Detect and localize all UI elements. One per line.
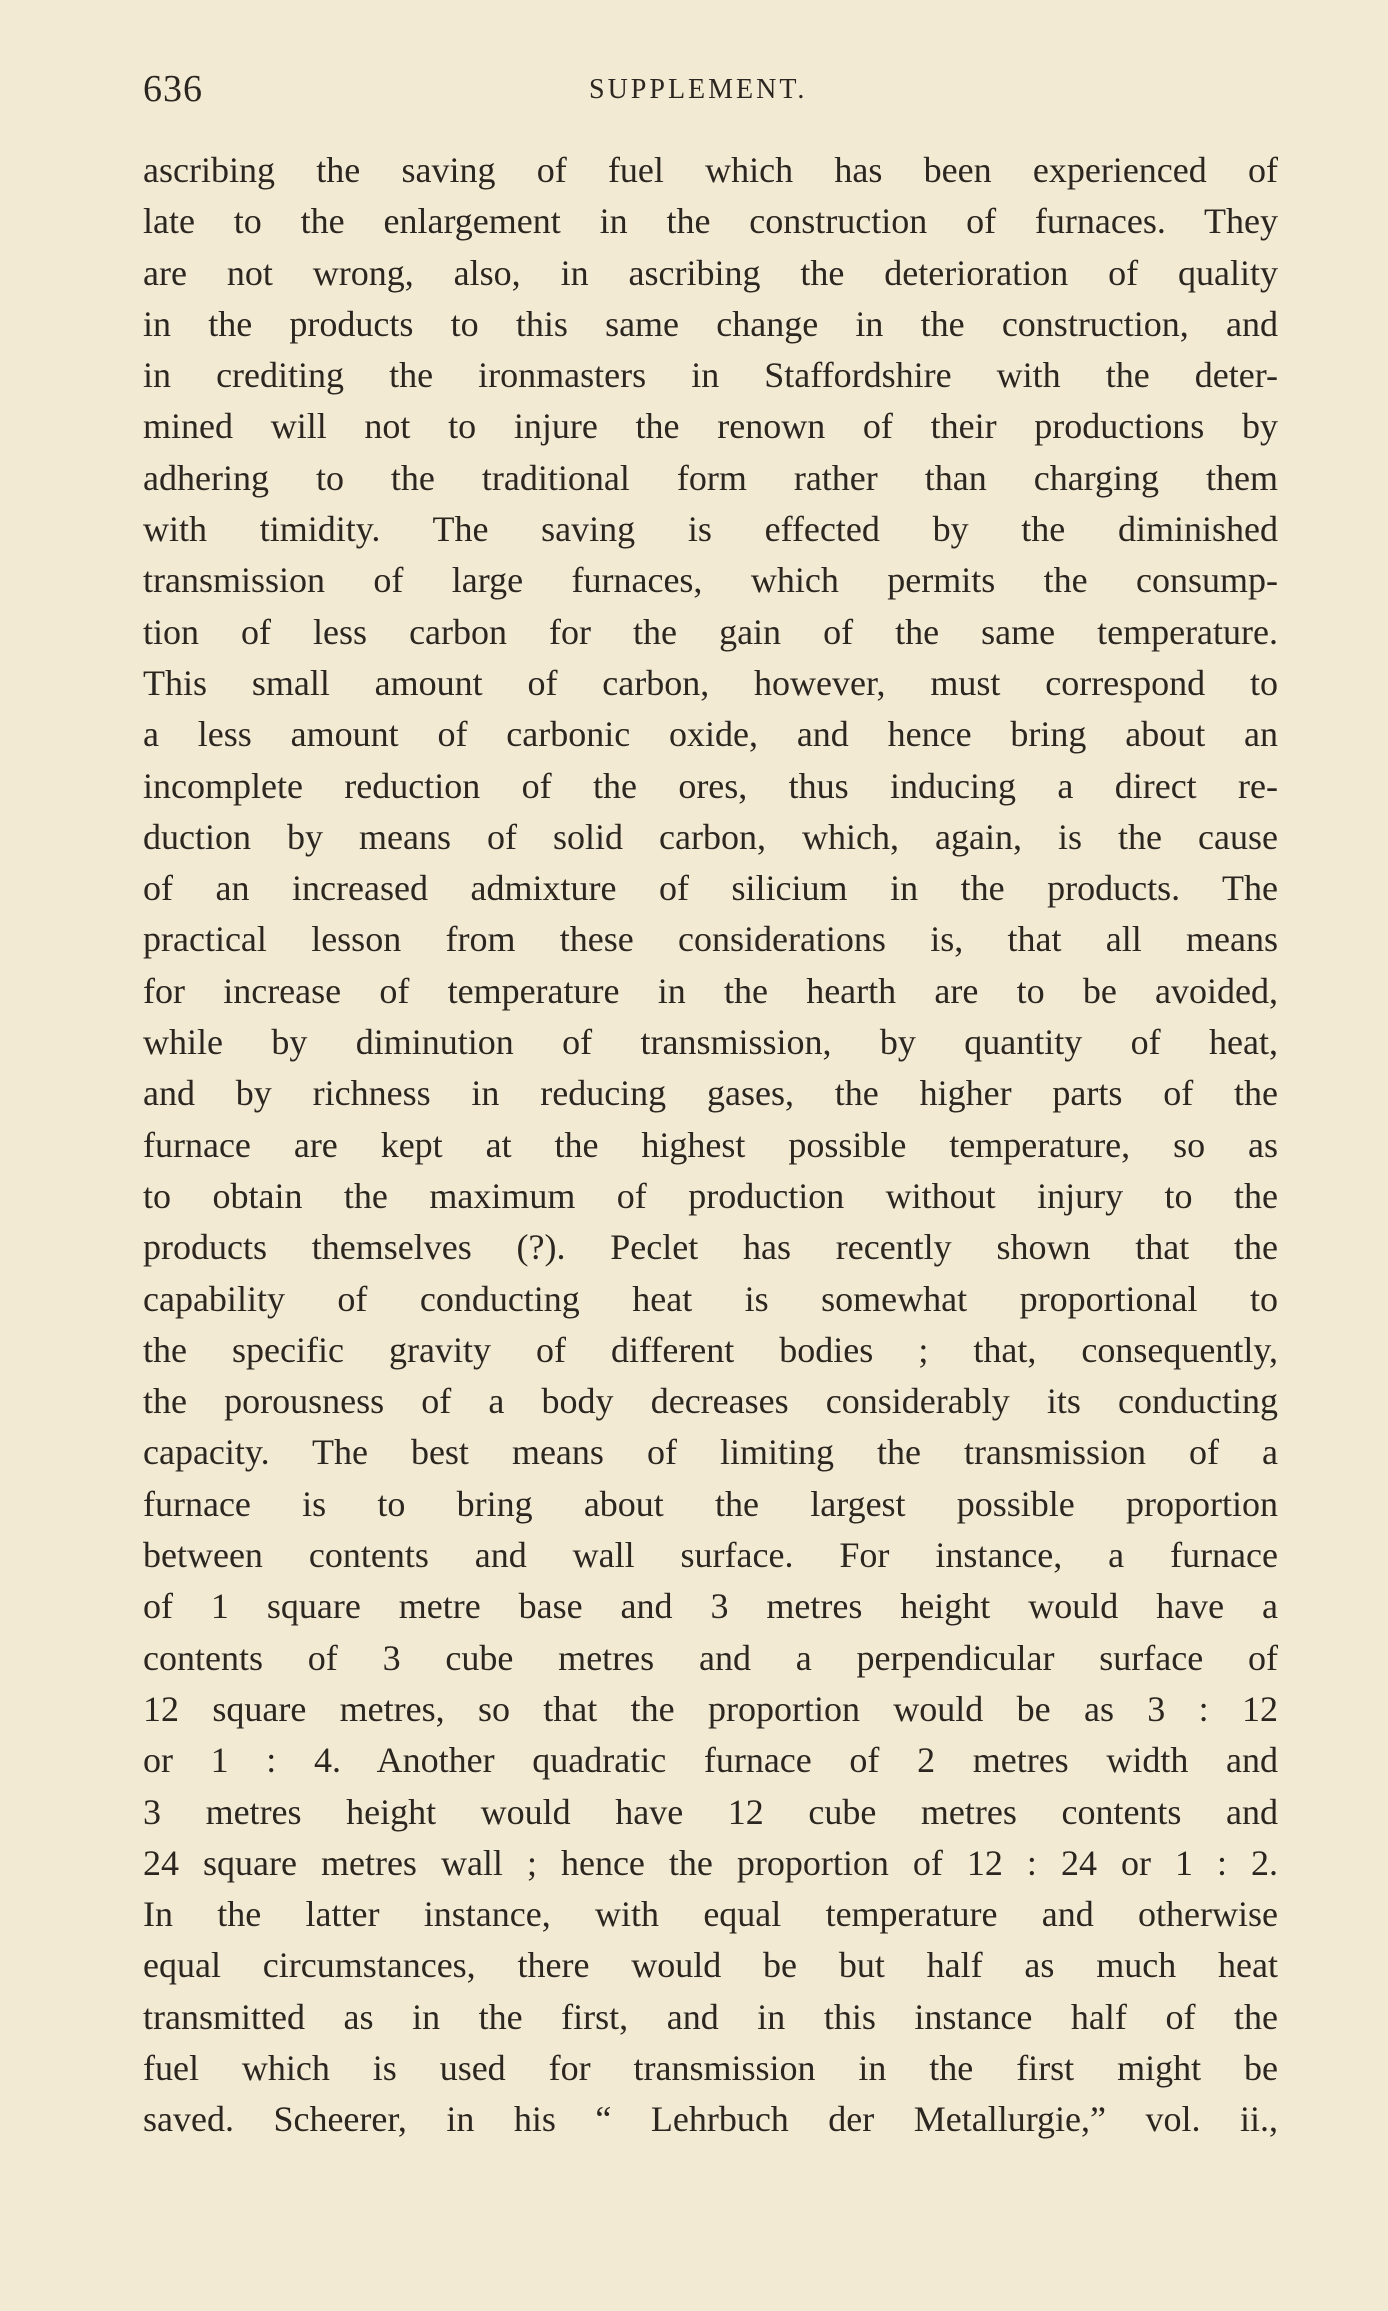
body-text	[143, 145, 1278, 2146]
text-line: transmitted as in the first, and in this instance half of the	[143, 1996, 1278, 2037]
text-line: late to the enlargement in the construction of furnaces. They	[143, 201, 1278, 242]
text-line: between contents and wall surface. For instance, a furnace	[143, 1535, 1278, 1576]
text-line: to obtain the maximum of production without injury to the	[143, 1175, 1278, 1216]
text-line: while by diminution of transmission, by quantity of heat,	[143, 1022, 1278, 1063]
running-head-title: SUPPLEMENT.	[589, 74, 808, 105]
text-line: 12 square metres, so that the proportion would be as 3 : 12	[143, 1688, 1278, 1729]
text-line: furnace are kept at the highest possible temperature, so as	[143, 1124, 1278, 1165]
text-line: in the products to this same change in the construction, and	[143, 303, 1278, 344]
text-line: capacity. The best means of limiting the transmission of a	[143, 1432, 1278, 1473]
text-line: tion of less carbon for the gain of the same temperature.	[143, 611, 1278, 652]
text-line: products themselves (?). Peclet has recently shown that the	[143, 1227, 1278, 1268]
text-line: furnace is to bring about the largest possible proportion	[143, 1483, 1278, 1524]
text-line: adhering to the traditional form rather than charging them	[143, 457, 1278, 498]
text-line: ascribing the saving of fuel which has been experienced of	[143, 150, 1278, 190]
text-line: a less amount of carbonic oxide, and hence bring about an	[143, 714, 1278, 755]
text-line: mined will not to injure the renown of their productions by	[143, 406, 1278, 447]
text-line: incomplete reduction of the ores, thus inducing a direct re-	[143, 765, 1278, 806]
text-line: of an increased admixture of silicium in the products. The	[143, 868, 1278, 909]
text-line: the specific gravity of different bodies ; that, consequently,	[143, 1329, 1278, 1370]
text-line: of 1 square metre base and 3 metres height would have a	[143, 1586, 1278, 1627]
text-line: This small amount of carbon, however, must correspond to	[143, 662, 1278, 703]
text-line: saved. Scheerer, in his “ Lehrbuch der Metallurgie,” vol. ii.,	[143, 2099, 1278, 2140]
page-number: 636	[143, 68, 203, 110]
text-line: duction by means of solid carbon, which, again, is the cause	[143, 816, 1278, 857]
text-line: 3 metres height would have 12 cube metres contents and	[143, 1791, 1278, 1832]
text-line: for increase of temperature in the hearth are to be avoided,	[143, 970, 1278, 1011]
text-line: transmission of large furnaces, which permits the consump-	[143, 560, 1278, 601]
text-line: with timidity. The saving is effected by the diminished	[143, 509, 1278, 550]
text-line: are not wrong, also, in ascribing the deterioration of quality	[143, 252, 1278, 293]
text-line: In the latter instance, with equal temperature and otherwise	[143, 1894, 1278, 1935]
text-line: fuel which is used for transmission in the first might be	[143, 2047, 1278, 2088]
text-line: and by richness in reducing gases, the higher parts of the	[143, 1073, 1278, 1114]
text-line: practical lesson from these considerations is, that all means	[143, 919, 1278, 960]
text-line: equal circumstances, there would be but half as much heat	[143, 1945, 1278, 1986]
text-line: the porousness of a body decreases considerably its conducting	[143, 1381, 1278, 1422]
text-line: contents of 3 cube metres and a perpendicular surface of	[143, 1637, 1278, 1678]
text-line: capability of conducting heat is somewhat proportional to	[143, 1278, 1278, 1319]
text-line: in crediting the ironmasters in Staffordshire with the deter-	[143, 355, 1278, 396]
text-line: 24 square metres wall ; hence the proportion of 12 : 24 or 1 : 2.	[143, 1842, 1278, 1883]
text-line: or 1 : 4. Another quadratic furnace of 2 metres width and	[143, 1740, 1278, 1781]
running-head	[143, 64, 1278, 114]
